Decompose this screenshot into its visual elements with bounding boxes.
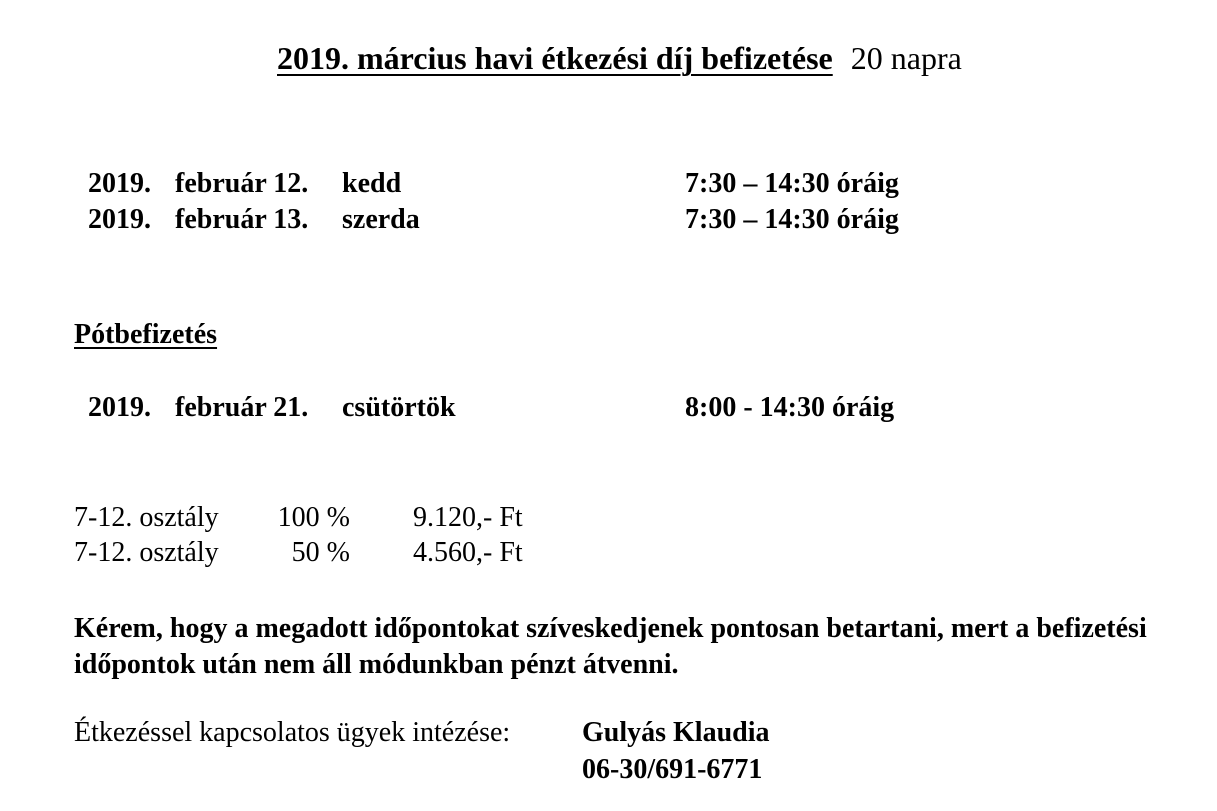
schedule-year: 2019. (88, 204, 151, 235)
document-title (277, 42, 962, 74)
schedule-year: 2019. (88, 168, 151, 199)
fee-class: 7-12. osztály (74, 537, 219, 568)
title-main-text: 2019. március havi étkezési díj befizetése (277, 40, 833, 76)
fee-amount: 9.120,- Ft (413, 502, 523, 533)
supplementary-time: 8:00 - 14:30 óráig (685, 392, 895, 423)
notice-text: Kérem, hogy a megadott időpontokat szíveskedjenek pontosan betartani, mert a befizetési időpontok után nem áll módunkban pénzt átvenni. (74, 613, 1147, 680)
fee-percent: 100 % (277, 502, 350, 533)
schedule-time: 7:30 – 14:30 óráig (685, 204, 899, 235)
schedule-weekday: szerda (342, 204, 420, 235)
contact-phone: 06-30/691-6771 (582, 754, 763, 785)
supplementary-year: 2019. (88, 392, 151, 423)
contact-label: Étkezéssel kapcsolatos ügyek intézése: (74, 717, 511, 748)
fee-class: 7-12. osztály (74, 502, 219, 533)
title-suffix-text: 20 napra (850, 40, 962, 76)
fee-amount: 4.560,- Ft (413, 537, 523, 568)
schedule-time: 7:30 – 14:30 óráig (685, 168, 899, 199)
schedule-date: február 13. (175, 204, 309, 235)
schedule-date: február 12. (175, 168, 309, 199)
supplementary-weekday: csütörtök (342, 392, 456, 423)
fee-percent: 50 % (291, 537, 350, 568)
supplementary-date: február 21. (175, 392, 309, 423)
schedule-weekday: kedd (342, 168, 402, 199)
contact-name: Gulyás Klaudia (582, 717, 770, 748)
supplementary-heading: Pótbefizetés (74, 319, 218, 350)
